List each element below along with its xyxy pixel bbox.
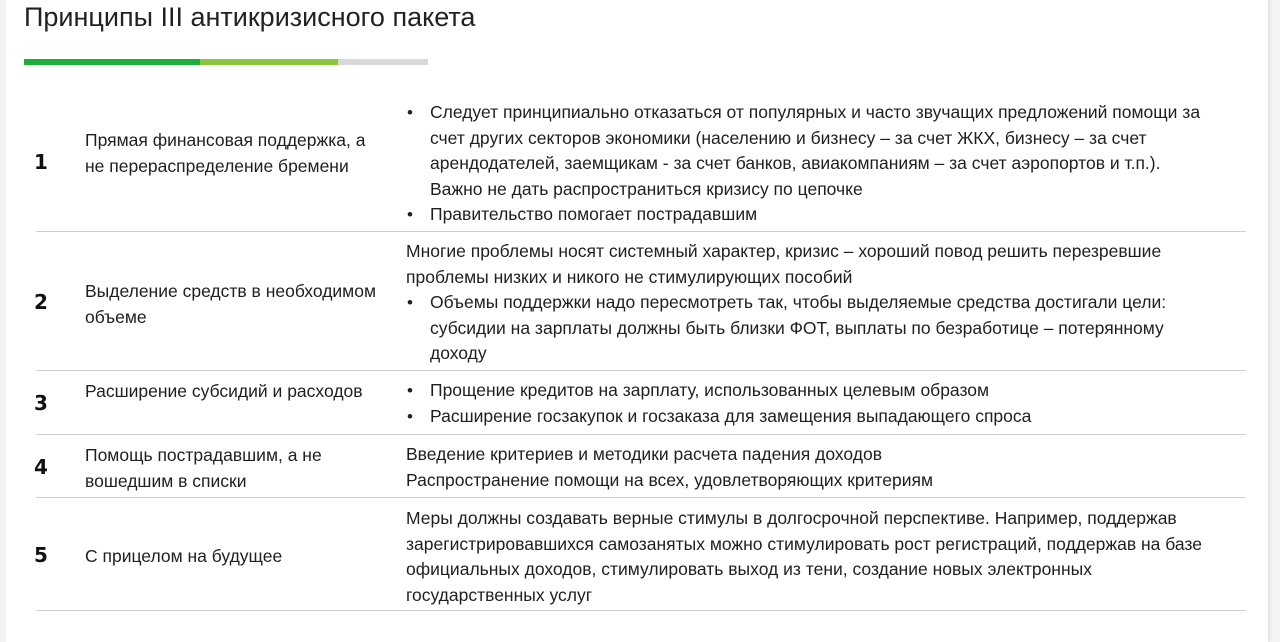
bullet-item: • Следует принципиально отказаться от популярных и часто звучащих предложений помощи за счет других секторов экономики (населению и бизнесу – за счет ЖКХ, бизнесу – за счет арендодателей, заемщикам - за счет банков, авиакомпаниям – за счет аэропортов и т.п.). Важно не дать распространиться кризису по цепочке [406,100,1216,202]
row-label: С прицелом на будущее [85,546,283,566]
bullet-list [406,290,1216,367]
row-divider [36,231,1246,232]
bullet-list [406,100,1216,228]
row-number: 1 [34,150,48,174]
row-divider [36,497,1246,498]
page-right-edge [1269,0,1280,642]
bullet-item: • Расширение госзакупок и госзаказа для замещения выпадающего спроса [406,404,1216,430]
row-content [406,239,1216,367]
row-divider [36,434,1246,435]
row-number: 3 [34,391,48,415]
bullet-item: • Правительство помогает пострадавшим [406,202,1216,228]
underline-segment-dark-green [24,59,200,65]
page-title: Принципы III антикризисного пакета [24,2,476,32]
underline-segment-gray [338,59,428,65]
paragraph: Меры должны создавать верные стимулы в долгосрочной перспективе. Например, поддержав зарегистрировавшихся самозанятых можно стимулировать рост регистраций, поддержав на базе официальных доходов, стимулировать выход из тени, создание новых электронных государственных услуг [406,508,1202,605]
bullet-item: • Объемы поддержки надо пересмотреть так, чтобы выделяемые средства достигали цели: субсидии на зарплаты должны быть близки ФОТ, выплаты по безработице – потерянному доходу [406,290,1216,367]
row-label: Прямая финансовая поддержка, а не перераспределение бремени [85,130,366,176]
row-number: 2 [34,290,48,314]
title-underline-bar [24,59,428,65]
row-number: 4 [34,455,48,479]
row-number: 5 [34,543,48,567]
paragraph: Многие проблемы носят системный характер, кризис – хороший повод решить перезревшие проблемы низких и никого не стимулирующих пособий [406,241,1162,287]
underline-segment-light-green [200,59,338,65]
row-label: Выделение средств в необходимом объеме [85,281,376,327]
row-content [406,506,1216,608]
paragraph: Распространение помощи на всех, удовлетворяющих критериям [406,469,933,490]
slide [6,0,1269,642]
row-content [406,100,1216,228]
paragraph: Введение критериев и методики расчета падения доходов [406,444,883,464]
row-label: Расширение субсидий и расходов [85,381,363,401]
row-label: Помощь пострадавшим, а не вошедшим в списки [85,445,322,491]
row-content [406,442,1216,493]
row-divider [36,610,1246,611]
row-content [406,378,1216,429]
bullet-list [406,378,1216,429]
row-divider [36,370,1246,371]
bullet-item: • Прощение кредитов на зарплату, использованных целевым образом [406,378,1216,404]
